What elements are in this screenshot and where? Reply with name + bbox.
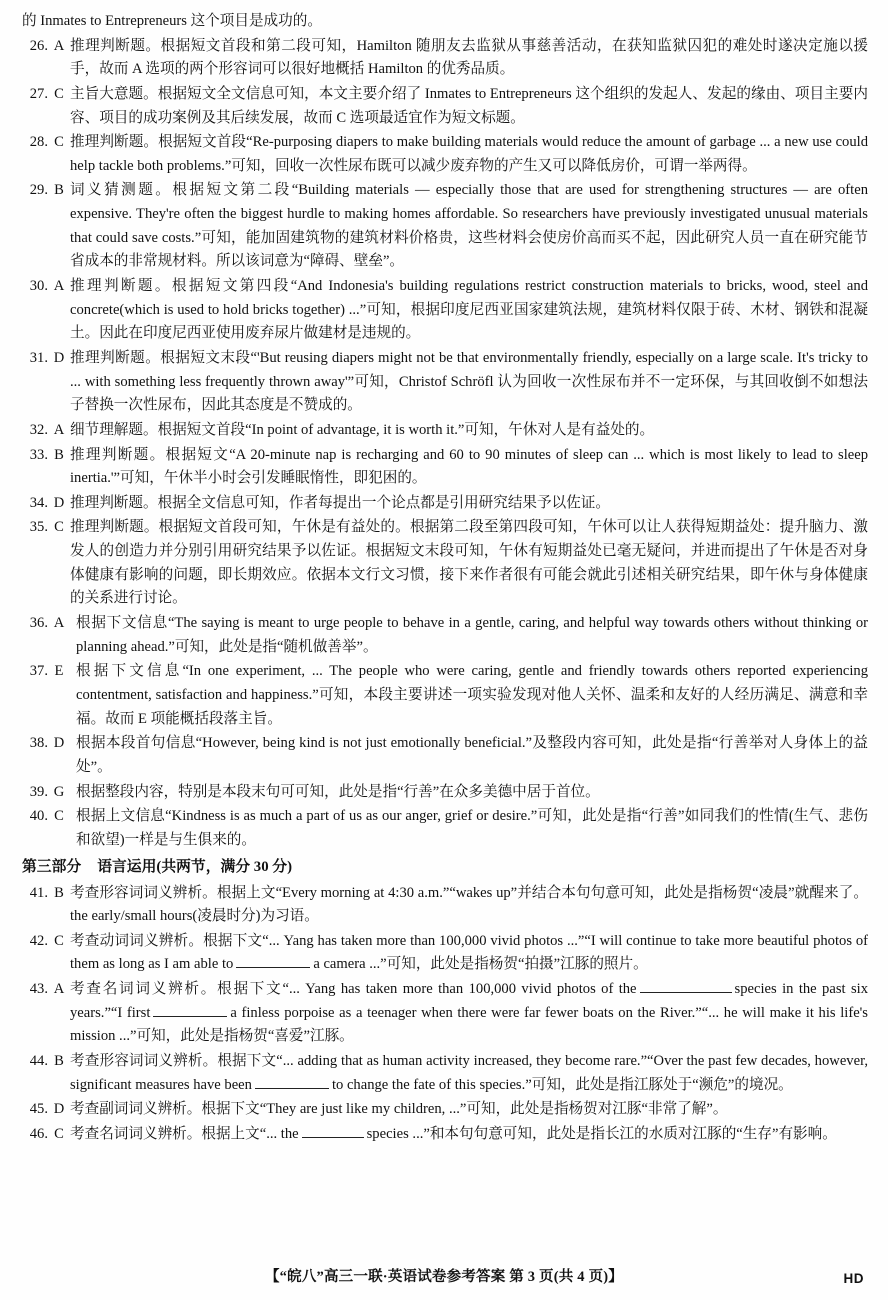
answer-item	[22, 347, 868, 418]
fill-in-blank	[255, 1075, 329, 1088]
section-heading	[22, 855, 868, 880]
item-answer-letter: A	[53, 37, 65, 54]
footer-code: HD	[843, 1271, 864, 1286]
item-answer-letter: C	[54, 1125, 64, 1142]
answer-item	[22, 83, 868, 130]
item-number: 38.	[29, 735, 48, 752]
item-answer-letter: A	[53, 421, 65, 438]
item-number: 39.	[29, 783, 48, 800]
answer-item	[22, 781, 868, 805]
item-answer-letter: A	[53, 278, 65, 295]
item-answer-letter: B	[54, 446, 64, 463]
item-number: 30.	[29, 278, 48, 295]
item-answer-letter: A	[53, 981, 65, 998]
explanation-text: 考查副词词义辨析。根据下文“They are just like my children, ...”可知，此处是指杨贺对江豚“非常了解”。	[70, 1101, 728, 1118]
item-explanation	[70, 930, 868, 977]
answer-item	[22, 444, 868, 491]
item-number: 42.	[29, 932, 48, 949]
item-number: 36.	[29, 615, 48, 632]
answer-item	[22, 612, 868, 659]
item-answer-letter: C	[54, 85, 64, 102]
item-explanation: 根据整段内容，特别是本段末句可可知，此处是指“行善”在众多美德中居于首位。	[76, 783, 600, 800]
item-number: 44.	[29, 1053, 48, 1070]
page-footer	[0, 1265, 888, 1286]
answer-item	[22, 35, 868, 82]
item-answer-letter: B	[54, 182, 64, 199]
explanation-text: 考查名词词义辨析。根据上文“... the	[70, 1125, 299, 1142]
answer-item	[22, 1098, 868, 1122]
item-explanation	[70, 1123, 868, 1147]
item-explanation: 根据下文信息“In one experiment, ... The people who were caring, gentle and friendly towards others reported experiencing contentment, satisfaction and happiness.”可知，本段主要讲述一项实验发现对他人关怀、温柔和友好的人经历满足、满意和幸福。故而 E 项能概括段落主旨。	[76, 663, 868, 727]
item-answer-letter: C	[54, 519, 64, 536]
fill-in-blank	[302, 1125, 364, 1138]
item-answer-letter: D	[53, 735, 65, 752]
answer-item	[22, 419, 868, 443]
item-explanation: 根据本段首句信息“However, being kind is not just emotionally beneficial.”及整段内容可知，此处是指“行善举对人身体上的益处”。	[76, 735, 868, 775]
answer-item	[22, 1050, 868, 1097]
explanation-text: species ...”和本句句意可知，此处是指长江的水质对江豚的“生存”有影响。	[366, 1125, 837, 1142]
item-explanation: 推理判断题。根据短文首段和第二段可知，Hamilton 随朋友去监狱从事慈善活动，在获知监狱囚犯的难处时遂决定施以援手，故而 A 选项的两个形容词可以很好地概括 Hamilton 的优秀品质。	[70, 37, 868, 78]
answer-item	[22, 492, 868, 516]
item-number: 31.	[29, 349, 48, 366]
section-title: 语言运用(共两节，满分 30 分)	[97, 859, 293, 876]
item-number: 43.	[29, 981, 48, 998]
item-answer-letter: C	[54, 932, 64, 949]
item-number: 32.	[29, 421, 48, 438]
answer-item	[22, 179, 868, 274]
item-explanation: 推理判断题。根据短文“A 20-minute nap is recharging and 60 to 90 minutes of sleep can ... which is most likely to lead to sleep inertia.'”可知，午休半小时会引发睡眠惰性，即犯困的。	[70, 446, 868, 487]
item-answer-letter: D	[53, 1101, 65, 1118]
item-number: 46.	[29, 1125, 48, 1142]
item-explanation: 推理判断题。根据短文首段可知，午休是有益处的。根据第二段至第四段可知，午休可以让人获得短期益处：提升脑力、激发人的创造力并分别引用研究结果予以佐证。根据短文末段可知，午休有短期益处已毫无疑问，并进而提出了午休是否对身体健康有影响的问题，即长期效应。依据本文行文习惯，接下来作者很有可能会就此引述相关研究结果，即午休与身体健康的关系进行讨论。	[70, 519, 868, 607]
item-explanation: 根据上文信息“Kindness is as much a part of us as our anger, grief or desire.”可知，此处是指“行善”如同我们的性情(生气、悲伤和欲望)一样是与生俱来的。	[76, 808, 868, 848]
page-content	[22, 10, 868, 1148]
item-answer-letter: B	[54, 884, 64, 901]
answer-item	[22, 660, 868, 731]
item-number: 40.	[29, 808, 48, 825]
fill-in-blank	[640, 980, 732, 993]
explanation-text: species in the past six years.”“I first	[70, 981, 868, 1021]
item-number: 29.	[29, 182, 48, 199]
item-explanation: 词义猜测题。根据短文第二段“Building materials — especially those that are used for strengthening structures — are often expensive. They're often the biggest hurdle to making homes affordable. So researchers have previously investigated unusual materials that could save costs.”可知，能加固建筑物的建筑材料价格贵，这些材料会使房价高而买不起，因此研究人员一直在研究能节省成本的非常规材料。所以该词意为“障碍、壁垒”。	[70, 182, 868, 270]
fill-in-blank	[153, 1003, 227, 1016]
item-number: 45.	[29, 1101, 48, 1118]
explanation-text: 考查形容词词义辨析。根据上文“Every morning at 4:30 a.m.”“wakes up”并结合本句句意可知，此处是指杨贺“凌晨”就醒来了。the early/small hours(凌晨时分)为习语。	[70, 884, 868, 925]
explanation-text: to change the fate of this species.”可知，此处是指江豚处于“濒危”的境况。	[331, 1076, 793, 1093]
item-number: 41.	[29, 884, 48, 901]
item-explanation	[70, 882, 868, 929]
item-answer-letter: D	[53, 349, 65, 366]
item-explanation: 推理判断题。根据短文第四段“And Indonesia's building regulations restrict construction materials to bricks, wood, steel and concrete(which is used to hold bricks together) ...”可知，根据印度尼西亚国家建筑法规，建筑材料仅限于砖、木材、钢铁和混凝土。因此在印度尼西亚使用废弃尿片做建材是违规的。	[70, 278, 868, 342]
answer-item	[22, 275, 868, 346]
item-number: 34.	[29, 494, 48, 511]
answer-item	[22, 978, 868, 1049]
item-explanation: 主旨大意题。根据短文全文信息可知，本文主要介绍了 Inmates to Entrepreneurs 这个组织的发起人、发起的缘由、项目主要内容、项目的成功案例及其后续发展，故而 C 选项最适宜作为短文标题。	[70, 85, 868, 126]
item-explanation: 推理判断题。根据短文首段“Re-purposing diapers to make building materials would reduce the amount of garbage ... a new use could help tackle both problems.”可知，回收一次性尿布既可以减少废弃物的产生又可以降低房价，可谓一举两得。	[70, 134, 868, 174]
item-answer-letter: G	[53, 783, 65, 800]
answer-item	[22, 805, 868, 852]
item-explanation	[70, 1050, 868, 1097]
item-answer-letter: B	[54, 1053, 64, 1070]
item-explanation	[70, 978, 868, 1049]
item-answer-letter: E	[54, 663, 64, 680]
top-continuation-text: 的 Inmates to Entrepreneurs 这个项目是成功的。	[22, 13, 322, 29]
answer-item	[22, 1123, 868, 1147]
explanation-text: 考查名词词义辨析。根据下文“... Yang has taken more than 100,000 vivid photos of the	[70, 981, 637, 998]
explanation-text: 考查形容词词义辨析。根据下文“... adding that as human activity increased, they become rare.”“Over the past few decades, however, significant measures have been	[70, 1053, 868, 1093]
item-answer-letter: C	[54, 134, 64, 151]
item-explanation: 推理判断题。根据短文末段“'But reusing diapers might not be that environmentally friendly, especially on a large scale. It's tricky to ... with something less frequently thrown away'”可知，Christof Schröfl 认为回收一次性尿布并不一定环保，与其回收倒不如想法子替换一次性尿布，因此其态度是不赞成的。	[70, 349, 868, 414]
answer-item	[22, 516, 868, 611]
item-number: 35.	[29, 519, 48, 536]
footer-text: 【“皖八”高三一联·英语试卷参考答案 第 3 页(共 4 页)】	[264, 1269, 624, 1285]
explanation-text: 考查动词词义辨析。根据下文“... Yang has taken more than 100,000 vivid photos ...”“I will continue to take more beautiful photos of them as long as I am able to	[70, 932, 868, 973]
answer-item	[22, 732, 868, 779]
explanation-text: a finless porpoise as a teenager when there were far fewer boats on the River.”“... he will make it his life's mission ...”可知，此处是指杨贺“喜爱”江豚。	[70, 1004, 868, 1045]
item-number: 33.	[29, 446, 48, 463]
answer-item	[22, 882, 868, 929]
item-explanation	[70, 1098, 868, 1122]
item-number: 37.	[29, 663, 48, 680]
fill-in-blank	[236, 955, 310, 968]
item-number: 28.	[29, 134, 48, 151]
answer-item	[22, 131, 868, 178]
item-answer-letter: C	[54, 808, 64, 825]
item-explanation: 推理判断题。根据全文信息可知，作者每提出一个论点都是引用研究结果予以佐证。	[70, 494, 610, 511]
item-number: 26.	[29, 37, 48, 54]
item-explanation: 细节理解题。根据短文首段“In point of advantage, it is worth it.”可知，午休对人是有益处的。	[70, 421, 655, 438]
explanation-text: a camera ...”可知，此处是指杨贺“拍摄”江豚的照片。	[313, 956, 648, 973]
item-answer-letter: A	[53, 615, 65, 632]
answer-item	[22, 930, 868, 977]
section-label: 第三部分	[22, 859, 82, 876]
item-answer-letter: D	[53, 494, 65, 511]
item-explanation: 根据下文信息“The saying is meant to urge people to behave in a gentle, caring, and helpful way towards others without thinking or planning ahead.”可知，此处是指“随机做善举”。	[76, 615, 868, 655]
item-number: 27.	[29, 85, 48, 102]
